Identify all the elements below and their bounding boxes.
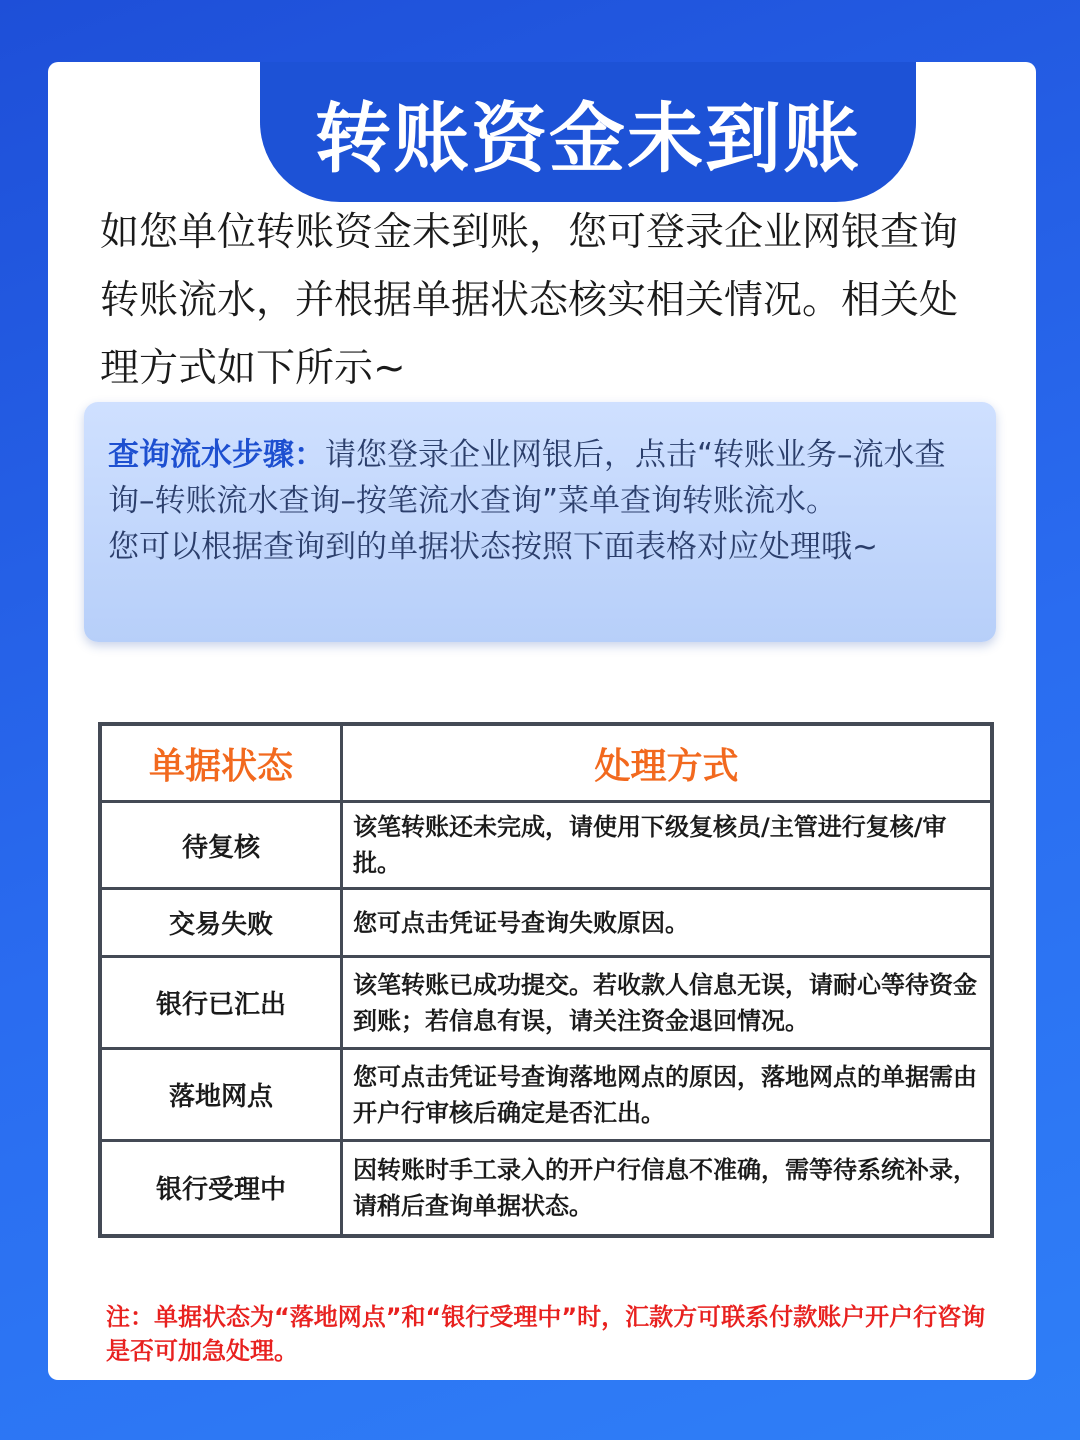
status-cell: 落地网点	[100, 1049, 342, 1141]
status-cell: 待复核	[100, 802, 342, 889]
query-steps-label: 查询流水步骤：	[108, 437, 325, 473]
status-cell: 交易失败	[100, 889, 342, 957]
table-row	[100, 1141, 992, 1236]
table-row	[100, 802, 992, 889]
header-method: 处理方式	[342, 724, 993, 802]
status-cell: 银行已汇出	[100, 957, 342, 1049]
method-cell: 因转账时手工录入的开户行信息不准确，需等待系统补录，请稍后查询单据状态。	[342, 1141, 993, 1236]
table-row	[100, 1049, 992, 1141]
query-steps-box	[84, 402, 996, 642]
method-cell: 该笔转账已成功提交。若收款人信息无误，请耐心等待资金到账；若信息有误，请关注资金退回情况。	[342, 957, 993, 1049]
table-row	[100, 889, 992, 957]
method-cell: 您可点击凭证号查询失败原因。	[342, 889, 993, 957]
status-table	[98, 722, 994, 1238]
method-cell: 您可点击凭证号查询落地网点的原因，落地网点的单据需由开户行审核后确定是否汇出。	[342, 1049, 993, 1141]
intro-paragraph: 如您单位转账资金未到账，您可登录企业网银查询转账流水，并根据单据状态核实相关情况。相关处理方式如下所示~	[100, 210, 959, 391]
footnote: 注：单据状态为“落地网点”和“银行受理中”时，汇款方可联系付款账户开户行咨询是否可加急处理。	[106, 1303, 986, 1365]
title-banner	[260, 62, 916, 202]
status-cell: 银行受理中	[100, 1141, 342, 1236]
table-header-row	[100, 724, 992, 802]
query-steps-hint: 您可以根据查询到的单据状态按照下面表格对应处理哦~	[108, 529, 878, 565]
method-cell: 该笔转账还未完成，请使用下级复核员/主管进行复核/审批。	[342, 802, 993, 889]
table-row	[100, 957, 992, 1049]
header-status: 单据状态	[100, 724, 342, 802]
query-steps-text: 请您登录企业网银后，点击“转账业务–流水查询–转账流水查询–按笔流水查询”菜单查询转账流水。	[108, 437, 946, 519]
page-title: 转账资金未到账	[315, 93, 861, 183]
